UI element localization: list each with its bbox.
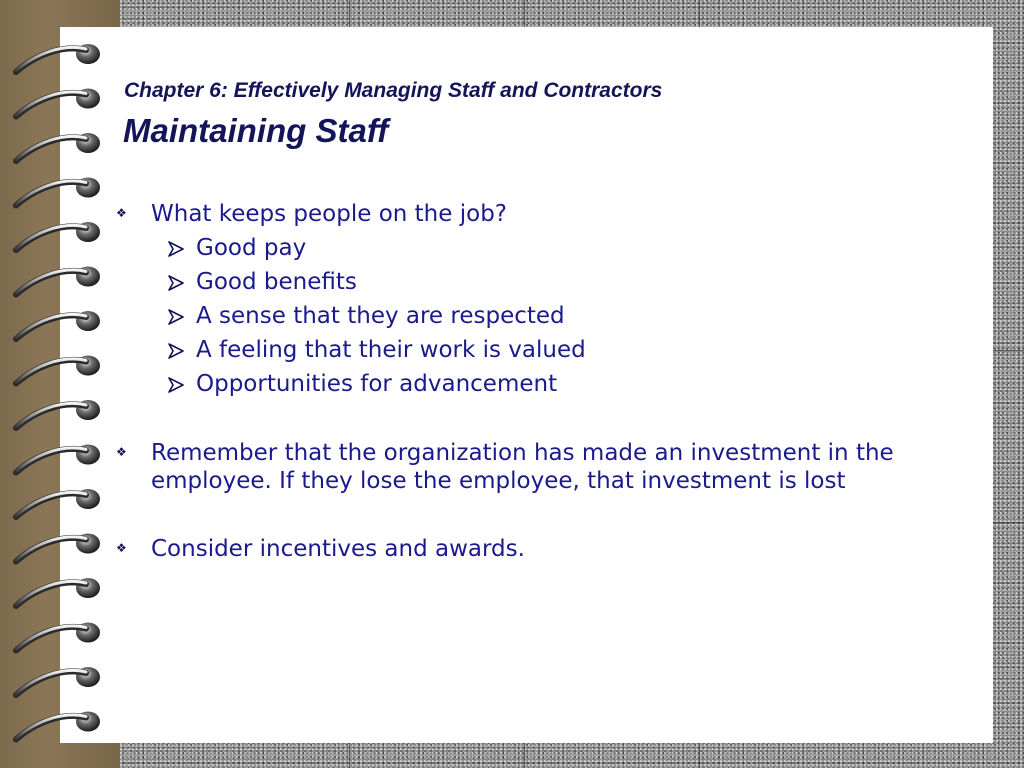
sub-item bbox=[116, 336, 976, 370]
spiral-ring-icon bbox=[16, 623, 100, 651]
spiral-ring-icon bbox=[16, 311, 100, 339]
arrow-outline-icon bbox=[166, 308, 186, 326]
bullet-3 bbox=[116, 535, 976, 563]
tile-seam bbox=[524, 0, 525, 27]
spiral-ring-icon bbox=[16, 667, 100, 695]
bullet-1 bbox=[116, 200, 976, 404]
spiral-ring-icon bbox=[16, 356, 100, 384]
sub-item bbox=[116, 302, 976, 336]
sub-item-text: Good pay bbox=[196, 235, 307, 261]
slide-title: Maintaining Staff bbox=[123, 112, 389, 149]
diamond-dots-icon: ❖ bbox=[116, 445, 127, 459]
sub-item bbox=[116, 268, 976, 302]
spiral-rings bbox=[0, 0, 120, 768]
tile-seam bbox=[524, 743, 525, 768]
spiral-ring-icon bbox=[16, 578, 100, 606]
spiral-ring-icon bbox=[16, 534, 100, 562]
bullet-text: Consider incentives and awards. bbox=[151, 536, 525, 562]
spiral-ring-icon bbox=[16, 222, 100, 250]
tile-seam bbox=[349, 0, 350, 27]
arrow-outline-icon bbox=[166, 342, 186, 360]
tile-seam bbox=[993, 522, 1024, 523]
bullet-2 bbox=[116, 439, 976, 495]
bullet-text: Remember that the organization has made an investment in the employee. If they lose the employee, that investment is lost bbox=[151, 440, 894, 494]
sub-item-text: Opportunities for advancement bbox=[196, 371, 558, 397]
sub-item bbox=[116, 370, 976, 404]
spiral-ring-icon bbox=[16, 89, 100, 117]
tile-seam bbox=[349, 743, 350, 768]
spiral-ring-icon bbox=[16, 133, 100, 161]
diamond-dots-icon: ❖ bbox=[116, 541, 127, 555]
bullet-text: What keeps people on the job? bbox=[151, 201, 507, 227]
tile-seam bbox=[699, 743, 700, 768]
spiral-ring-icon bbox=[16, 267, 100, 295]
diamond-dots-icon: ❖ bbox=[116, 206, 127, 220]
spiral-ring-icon bbox=[16, 712, 100, 740]
sub-item-text: A sense that they are respected bbox=[196, 303, 565, 329]
arrow-outline-icon bbox=[166, 274, 186, 292]
spiral-ring-icon bbox=[16, 445, 100, 473]
sub-item bbox=[116, 234, 976, 268]
sub-item-text: A feeling that their work is valued bbox=[196, 337, 586, 363]
spiral-ring-icon bbox=[16, 178, 100, 206]
tile-seam bbox=[993, 350, 1024, 351]
sub-list bbox=[116, 234, 976, 404]
spiral-ring-icon bbox=[16, 44, 100, 72]
spiral-ring-icon bbox=[16, 400, 100, 428]
arrow-outline-icon bbox=[166, 376, 186, 394]
tile-seam bbox=[699, 0, 700, 27]
sub-item-text: Good benefits bbox=[196, 269, 357, 295]
chapter-title: Chapter 6: Effectively Managing Staff and Contractors bbox=[124, 79, 663, 102]
arrow-outline-icon bbox=[166, 240, 186, 258]
spiral-ring-icon bbox=[16, 489, 100, 517]
